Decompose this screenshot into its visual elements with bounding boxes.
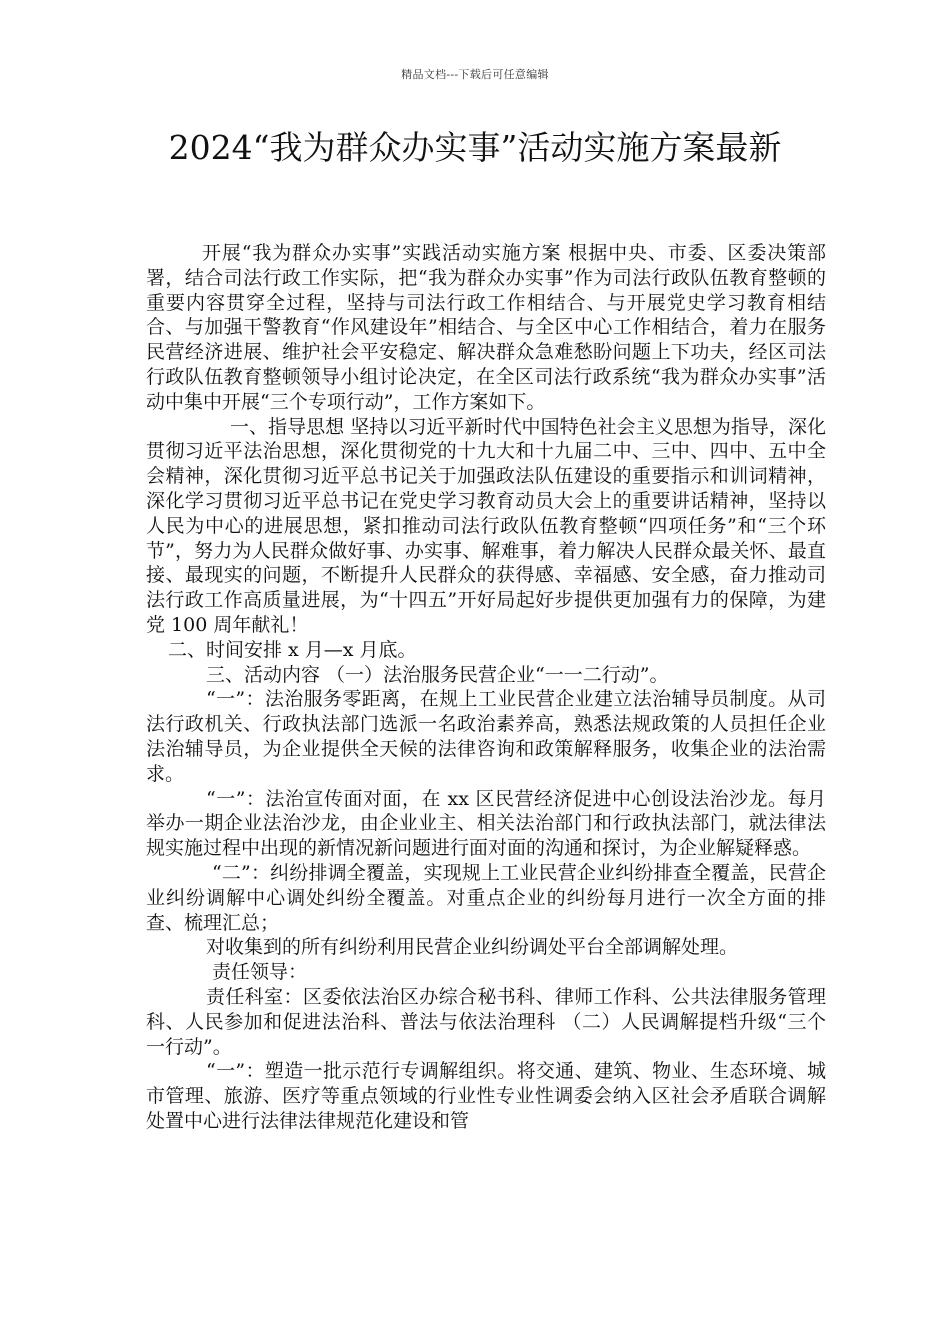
dispute-handling-line: 对收集到的所有纠纷利用民营企业纠纷调处平台全部调解处理。 xyxy=(206,936,739,959)
item-legal-salon: “一”：法治宣传面对面，在 xx 区民营经济促进中心创设法治沙龙。每月举办一期企业法治沙龙，由企业业主、相关法治部门和行政执法部门，就法律法规实施过程中出现的新情况新问题进行面对面的沟通和探讨，为企业解疑释惑。 xyxy=(146,787,826,860)
responsible-leader: 责任领导： xyxy=(212,961,308,984)
item-mediation-organization: “一”：塑造一批示范行专调解组织。将交通、建筑、物业、生态环境、城市管理、旅游、医疗等重点领域的行业性专业性调委会纳入区社会矛盾联合调解处置中心进行法律法律规范化建设和管 xyxy=(146,1060,826,1132)
document-body xyxy=(146,241,826,1134)
document-title: 2024“我为群众办实事”活动实施方案最新 xyxy=(168,128,782,167)
section-guiding-ideology: 一、指导思想 坚持以习近平新时代中国特色社会主义思想为指导，深化贯彻习近平法治思想，深化贯彻党的十九大和十九届二中、三中、四中、五中全会精神，深化贯彻习近平总书记关于加强政法队伍建设的重要指示和训词精神，深化学习贯彻习近平总书记在党史学习教育动员大会上的重要讲话精神，坚持以人民为中心的进展思想，紧扣推动司法行政队伍教育整顿“四项任务”和“三个环节”，努力为人民群众做好事、办实事、解难事，着力解决人民群众最关怀、最直接、最现实的问题，不断提升人民群众的获得感、幸福感、安全感，奋力推动司法行政工作高质量进展，为“十四五”开好局起好步提供更加强有力的保障，为建党 100 周年献礼！ xyxy=(146,415,826,636)
item-dispute-screening: “二”：纠纷排调全覆盖，实现规上工业民营企业纠纷排查全覆盖，民营企业纠纷调解中心调处纠纷全覆盖。对重点企业的纠纷每月进行一次全方面的排查、梳理汇总； xyxy=(146,861,826,934)
responsible-departments: 责任科室：区委依法治区办综合秘书科、律师工作科、公共法律服务管理科、人民参加和促进法治科、普法与依法治理科 （二）人民调解提档升级“三个一行动”。 xyxy=(146,985,826,1058)
header-note: 精品文档---下载后可任意编辑 xyxy=(401,68,549,81)
section-schedule: 二、时间安排 x 月—x 月底。 xyxy=(168,638,417,661)
section-activity-content: 三、活动内容 （一）法治服务民营企业“一一二行动”。 xyxy=(206,663,669,686)
intro-paragraph: 开展“我为群众办实事”实践活动实施方案 根据中央、市委、区委决策部署，结合司法行政工作实际，把“我为群众办实事”作为司法行政队伍教育整顿的重要内容贯穿全过程，坚持与司法行政工作相结合、与开展党史学习教育相结合、与加强干警教育“作风建设年”相结合、与全区中心工作相结合，着力在服务民营经济进展、维护社会平安稳定、解决群众急难愁盼问题上下功夫，经区司法行政队伍教育整顿领导小组讨论决定，在全区司法行政系统“我为群众办实事”活动中集中开展“三个专项行动”，工作方案如下。 xyxy=(146,242,826,413)
item-legal-advisor: “一”：法治服务零距离，在规上工业民营企业建立法治辅导员制度。从司法行政机关、行政执法部门选派一名政治素养高，熟悉法规政策的人员担任企业法治辅导员，为企业提供全天候的法律咨询和政策解释服务，收集企业的法治需求。 xyxy=(146,688,826,785)
